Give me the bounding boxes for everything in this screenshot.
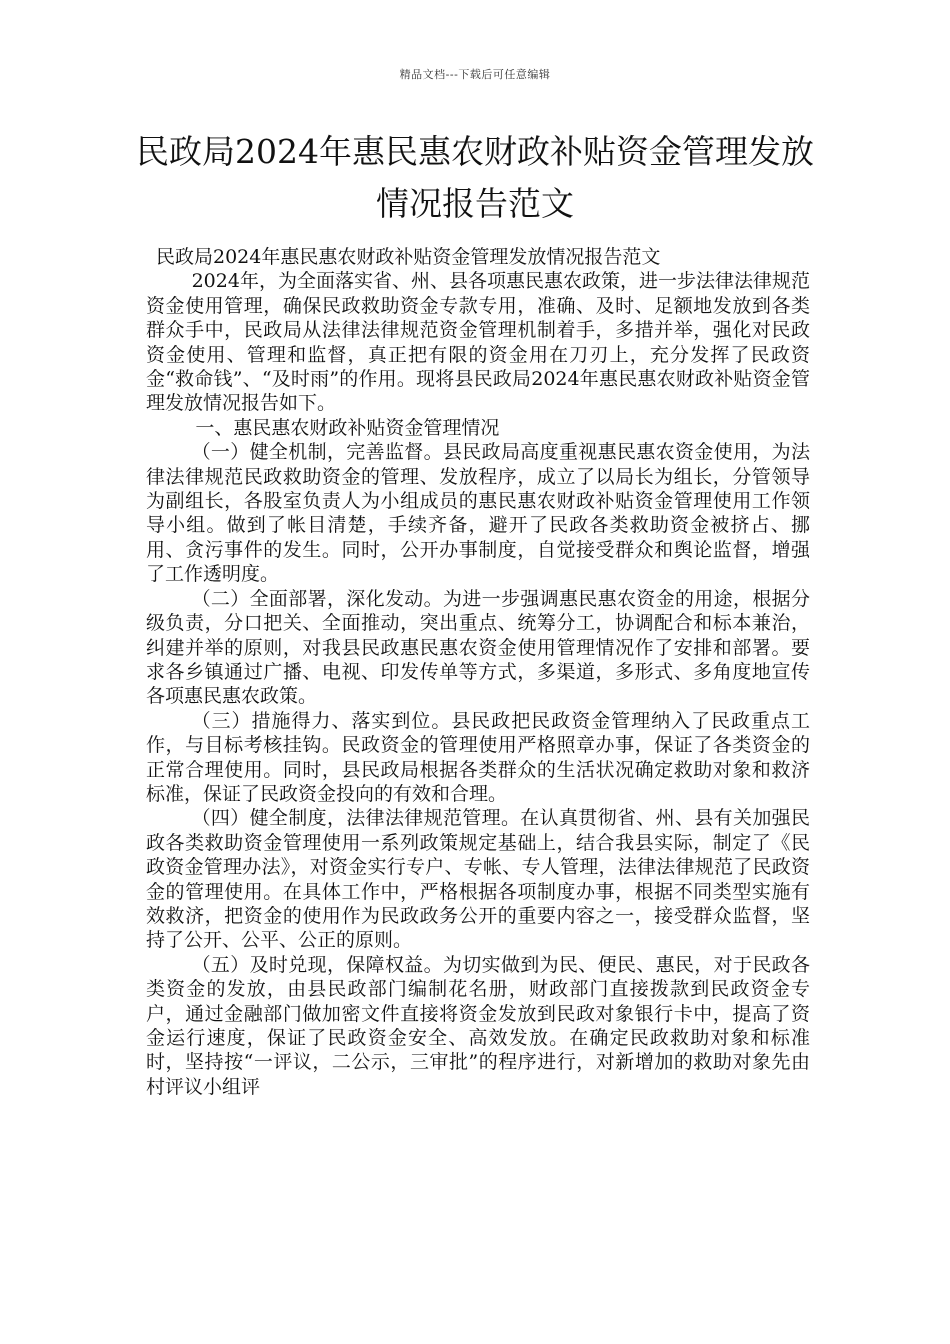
body-paragraph: （一）健全机制，完善监督。县民政局高度重视惠民惠农资金使用，为法律法律规范民政救助资金的管理、发放程序，成立了以局长为组长，分管领导为副组长，各股室负责人为小组成员的惠民惠农财政补贴资金管理使用工作领导小组。做到了帐目清楚，手续齐备，避开了民政各类救助资金被挤占、挪用、贪污事件的发生。同时，公开办事制度，自觉接受群众和舆论监督，增强了工作透明度。 [146, 441, 810, 586]
document-subtitle: 民政局2024年惠民惠农财政补贴资金管理发放情况报告范文 [156, 246, 661, 268]
body-paragraph: （五）及时兑现，保障权益。为切实做到为民、便民、惠民，对于民政各类资金的发放，由县民政部门编制花名册，财政部门直接拨款到民政资金专户，通过金融部门做加密文件直接将资金发放到民政对象银行卡中，提高了资金运行速度，保证了民政资金安全、高效发放。在确定民政救助对象和标准时，坚持按“一评议，二公示，三审批”的程序进行，对新增加的救助对象先由村评议小组评 [146, 953, 810, 1098]
body-paragraph: （四）健全制度，法律法律规范管理。在认真贯彻省、州、县有关加强民政各类救助资金管理使用一系列政策规定基础上，结合我县实际，制定了《民政资金管理办法》，对资金实行专户、专帐、专人管理，法律法律规范了民政资金的管理使用。在具体工作中，严格根据各项制度办事，根据不同类型实施有效救济，把资金的使用作为民政政务公开的重要内容之一，接受群众监督，坚持了公开、公平、公正的原则。 [146, 807, 810, 952]
header-note: 精品文档---下载后可任意编辑 [399, 68, 551, 81]
body-paragraph: （三）措施得力、落实到位。县民政把民政资金管理纳入了民政重点工作，与目标考核挂钩。民政资金的管理使用严格照章办事，保证了各类资金的正常合理使用。同时，县民政局根据各类群众的生活状况确定救助对象和救济标准，保证了民政资金投向的有效和合理。 [146, 709, 810, 805]
document-title: 民政局2024年惠民惠农财政补贴资金管理发放情况报告范文 [136, 132, 814, 223]
intro-paragraph: 2024年，为全面落实省、州、县各项惠民惠农政策，进一步法律法律规范资金使用管理，确保民政救助资金专款专用，准确、及时、足额地发放到各类群众手中，民政局从法律法律规范资金管理机制着手，多措并举，强化对民政资金使用、管理和监督，真正把有限的资金用在刀刃上，充分发挥了民政资金“救命钱”、“及时雨”的作用。现将县民政局2024年惠民惠农财政补贴资金管理发放情况报告如下。 [146, 270, 810, 415]
body-paragraph: （二）全面部署，深化发动。为进一步强调惠民惠农资金的用途，根据分级负责，分口把关、全面推动，突出重点、统筹分工，协调配合和标本兼治，纠建并举的原则，对我县民政惠民惠农资金使用管理情况作了安排和部署。要求各乡镇通过广播、电视、印发传单等方式，多渠道，多形式、多角度地宣传各项惠民惠农政策。 [146, 587, 810, 708]
section-heading: 一、惠民惠农财政补贴资金管理情况 [195, 416, 500, 439]
document-body [146, 245, 810, 1099]
